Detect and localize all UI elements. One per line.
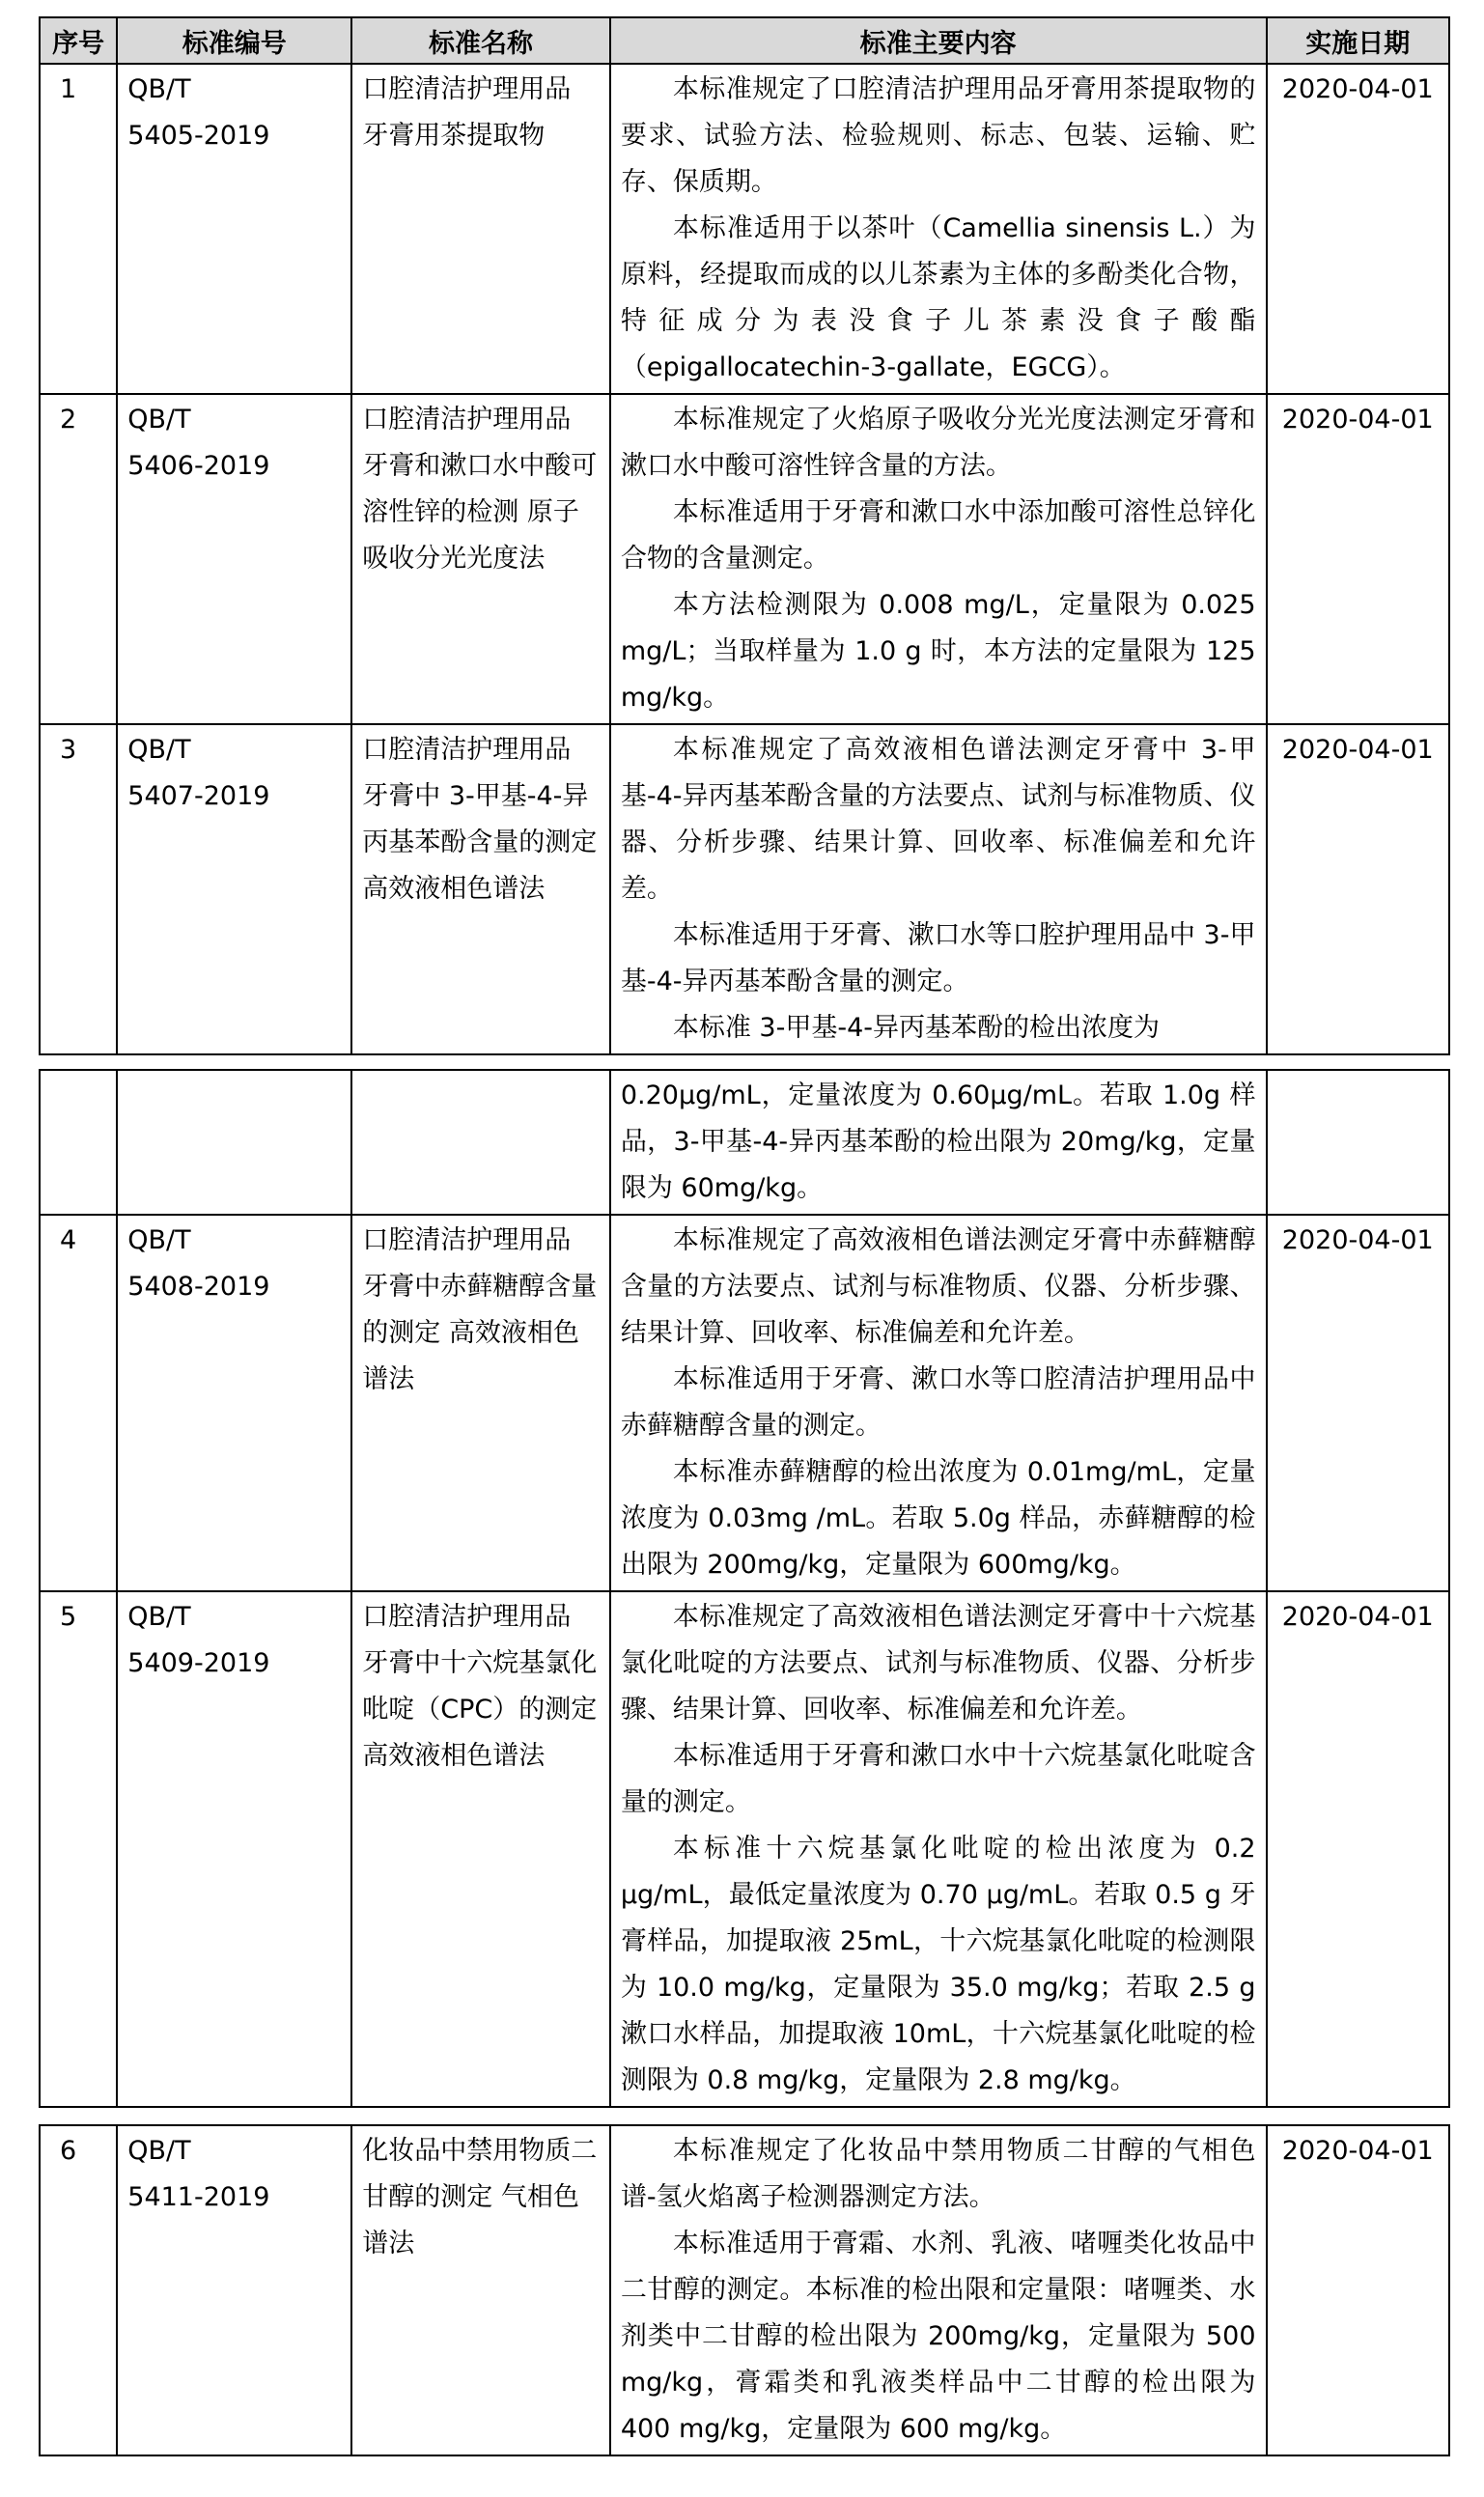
standards-table-part-3 xyxy=(39,2124,1450,2456)
content-paragraph: 本标准赤藓糖醇的检出浓度为 0.01mg/mL，定量浓度为 0.03mg /mL。若取 5.0g 样品，赤藓糖醇的检出限为 200mg/kg，定量限为 600mg/kg。 xyxy=(620,1457,1256,1580)
row-code xyxy=(117,2125,351,2455)
table-row xyxy=(40,394,1449,724)
row-content xyxy=(610,394,1267,724)
code-line-2: 5408-2019 xyxy=(127,1272,270,1302)
code-line-2: 5407-2019 xyxy=(127,781,270,811)
row-num: 2 xyxy=(40,394,117,724)
content-paragraph: 本标准规定了高效液相色谱法测定牙膏中十六烷基氯化吡啶的方法要点、试剂与标准物质、仪器、分析步骤、结果计算、回收率、标准偏差和允许差。 xyxy=(620,1602,1256,1725)
row-code xyxy=(117,1215,351,1591)
row-content xyxy=(610,1591,1267,2107)
row-code xyxy=(117,1070,351,1215)
row-name: 口腔清洁护理用品 牙膏中 3-甲基-4-异丙基苯酚含量的测定 高效液相色谱法 xyxy=(351,724,610,1054)
row-date: 2020-04-01 xyxy=(1267,724,1449,1054)
row-date xyxy=(1267,1070,1449,1215)
content-paragraph: 本标准适用于以茶叶（Camellia sinensis L.）为原料，经提取而成的以儿茶素为主体的多酚类化合物，特征成分为表没食子儿茶素没食子酸酯（epigallocatechin-3-gallate，EGCG）。 xyxy=(620,213,1256,382)
table-block-1 xyxy=(39,16,1450,1055)
header-content: 标准主要内容 xyxy=(610,17,1267,64)
row-date: 2020-04-01 xyxy=(1267,1215,1449,1591)
row-content xyxy=(610,1070,1267,1215)
row-name: 口腔清洁护理用品 牙膏中十六烷基氯化吡啶（CPC）的测定 高效液相色谱法 xyxy=(351,1591,610,2107)
content-paragraph: 本标准十六烷基氯化吡啶的检出浓度为 0.2 μg/mL，最低定量浓度为 0.70 μg/mL。若取 0.5 g 牙膏样品，加提取液 25mL，十六烷基氯化吡啶的检测限为 10.0 mg/kg，定量限为 35.0 mg/kg；若取 2.5 g 漱口水样品，加提取液 10mL，十六烷基氯化吡啶的检测限为 0.8 mg/kg，定量限为 2.8 mg/kg。 xyxy=(620,1834,1256,2095)
standards-table-part-2 xyxy=(39,1069,1450,2108)
table-row xyxy=(40,724,1449,1054)
code-line-1: QB/T xyxy=(127,1602,191,1632)
row-num: 1 xyxy=(40,64,117,394)
standards-table-part-1 xyxy=(39,16,1450,1055)
table-row xyxy=(40,2125,1449,2455)
table-row-continuation xyxy=(40,1070,1449,1215)
row-date: 2020-04-01 xyxy=(1267,1591,1449,2107)
table-block-3 xyxy=(39,2124,1450,2456)
content-paragraph: 本方法检测限为 0.008 mg/L，定量限为 0.025 mg/L；当取样量为 1.0 g 时，本方法的定量限为 125 mg/kg。 xyxy=(620,590,1256,713)
code-line-1: QB/T xyxy=(127,405,191,435)
row-code xyxy=(117,724,351,1054)
code-line-1: QB/T xyxy=(127,735,191,765)
header-name: 标准名称 xyxy=(351,17,610,64)
content-paragraph: 本标准规定了口腔清洁护理用品牙膏用茶提取物的要求、试验方法、检验规则、标志、包装、运输、贮存、保质期。 xyxy=(620,74,1256,197)
table-block-2 xyxy=(39,1069,1450,2108)
row-name: 口腔清洁护理用品 牙膏中赤藓糖醇含量的测定 高效液相色谱法 xyxy=(351,1215,610,1591)
table-row xyxy=(40,64,1449,394)
content-paragraph: 本标准规定了高效液相色谱法测定牙膏中 3-甲基-4-异丙基苯酚含量的方法要点、试剂与标准物质、仪器、分析步骤、结果计算、回收率、标准偏差和允许差。 xyxy=(620,735,1256,904)
row-num: 6 xyxy=(40,2125,117,2455)
code-line-1: QB/T xyxy=(127,74,191,104)
row-name: 化妆品中禁用物质二甘醇的测定 气相色谱法 xyxy=(351,2125,610,2455)
code-line-2: 5405-2019 xyxy=(127,121,270,151)
row-num xyxy=(40,1070,117,1215)
code-line-2: 5411-2019 xyxy=(127,2182,270,2212)
code-line-1: QB/T xyxy=(127,1225,191,1255)
code-line-1: QB/T xyxy=(127,2136,191,2166)
content-paragraph: 本标准适用于牙膏、漱口水等口腔清洁护理用品中赤藓糖醇含量的测定。 xyxy=(620,1364,1256,1441)
content-paragraph: 本标准规定了化妆品中禁用物质二甘醇的气相色谱-氢火焰离子检测器测定方法。 xyxy=(620,2136,1256,2212)
row-content xyxy=(610,2125,1267,2455)
row-num: 4 xyxy=(40,1215,117,1591)
row-num: 5 xyxy=(40,1591,117,2107)
table-row xyxy=(40,1591,1449,2107)
table-header-row xyxy=(40,17,1449,64)
content-paragraph: 本标准适用于牙膏和漱口水中添加酸可溶性总锌化合物的含量测定。 xyxy=(620,497,1256,574)
row-date: 2020-04-01 xyxy=(1267,64,1449,394)
content-paragraph: 本标准规定了高效液相色谱法测定牙膏中赤藓糖醇含量的方法要点、试剂与标准物质、仪器、分析步骤、结果计算、回收率、标准偏差和允许差。 xyxy=(620,1225,1256,1348)
row-name: 口腔清洁护理用品 牙膏用茶提取物 xyxy=(351,64,610,394)
row-date: 2020-04-01 xyxy=(1267,2125,1449,2455)
row-content xyxy=(610,1215,1267,1591)
content-paragraph: 本标准适用于牙膏、漱口水等口腔护理用品中 3-甲基-4-异丙基苯酚含量的测定。 xyxy=(620,920,1256,996)
row-num: 3 xyxy=(40,724,117,1054)
row-name xyxy=(351,1070,610,1215)
header-num: 序号 xyxy=(40,17,117,64)
table-row xyxy=(40,1215,1449,1591)
row-date: 2020-04-01 xyxy=(1267,394,1449,724)
code-line-2: 5409-2019 xyxy=(127,1648,270,1678)
row-code xyxy=(117,394,351,724)
row-code xyxy=(117,1591,351,2107)
code-line-2: 5406-2019 xyxy=(127,451,270,481)
content-paragraph: 本标准规定了火焰原子吸收分光光度法测定牙膏和漱口水中酸可溶性锌含量的方法。 xyxy=(620,405,1256,481)
row-code xyxy=(117,64,351,394)
header-code: 标准编号 xyxy=(117,17,351,64)
content-paragraph: 本标准适用于牙膏和漱口水中十六烷基氯化吡啶含量的测定。 xyxy=(620,1741,1256,1817)
content-paragraph: 本标准适用于膏霜、水剂、乳液、啫喱类化妆品中二甘醇的测定。本标准的检出限和定量限：啫喱类、水剂类中二甘醇的检出限为 200mg/kg，定量限为 500 mg/kg，膏霜类和乳液类样品中二甘醇的检出限为 400 mg/kg，定量限为 600 mg/kg。 xyxy=(620,2229,1256,2444)
row-name: 口腔清洁护理用品 牙膏和漱口水中酸可溶性锌的检测 原子吸收分光光度法 xyxy=(351,394,610,724)
content-paragraph: 0.20μg/mL，定量浓度为 0.60μg/mL。若取 1.0g 样品，3-甲基-4-异丙基苯酚的检出限为 20mg/kg，定量限为 60mg/kg。 xyxy=(620,1080,1256,1203)
content-paragraph: 本标准 3-甲基-4-异丙基苯酚的检出浓度为 xyxy=(672,1013,1160,1043)
header-date: 实施日期 xyxy=(1267,17,1449,64)
row-content xyxy=(610,724,1267,1054)
row-content xyxy=(610,64,1267,394)
